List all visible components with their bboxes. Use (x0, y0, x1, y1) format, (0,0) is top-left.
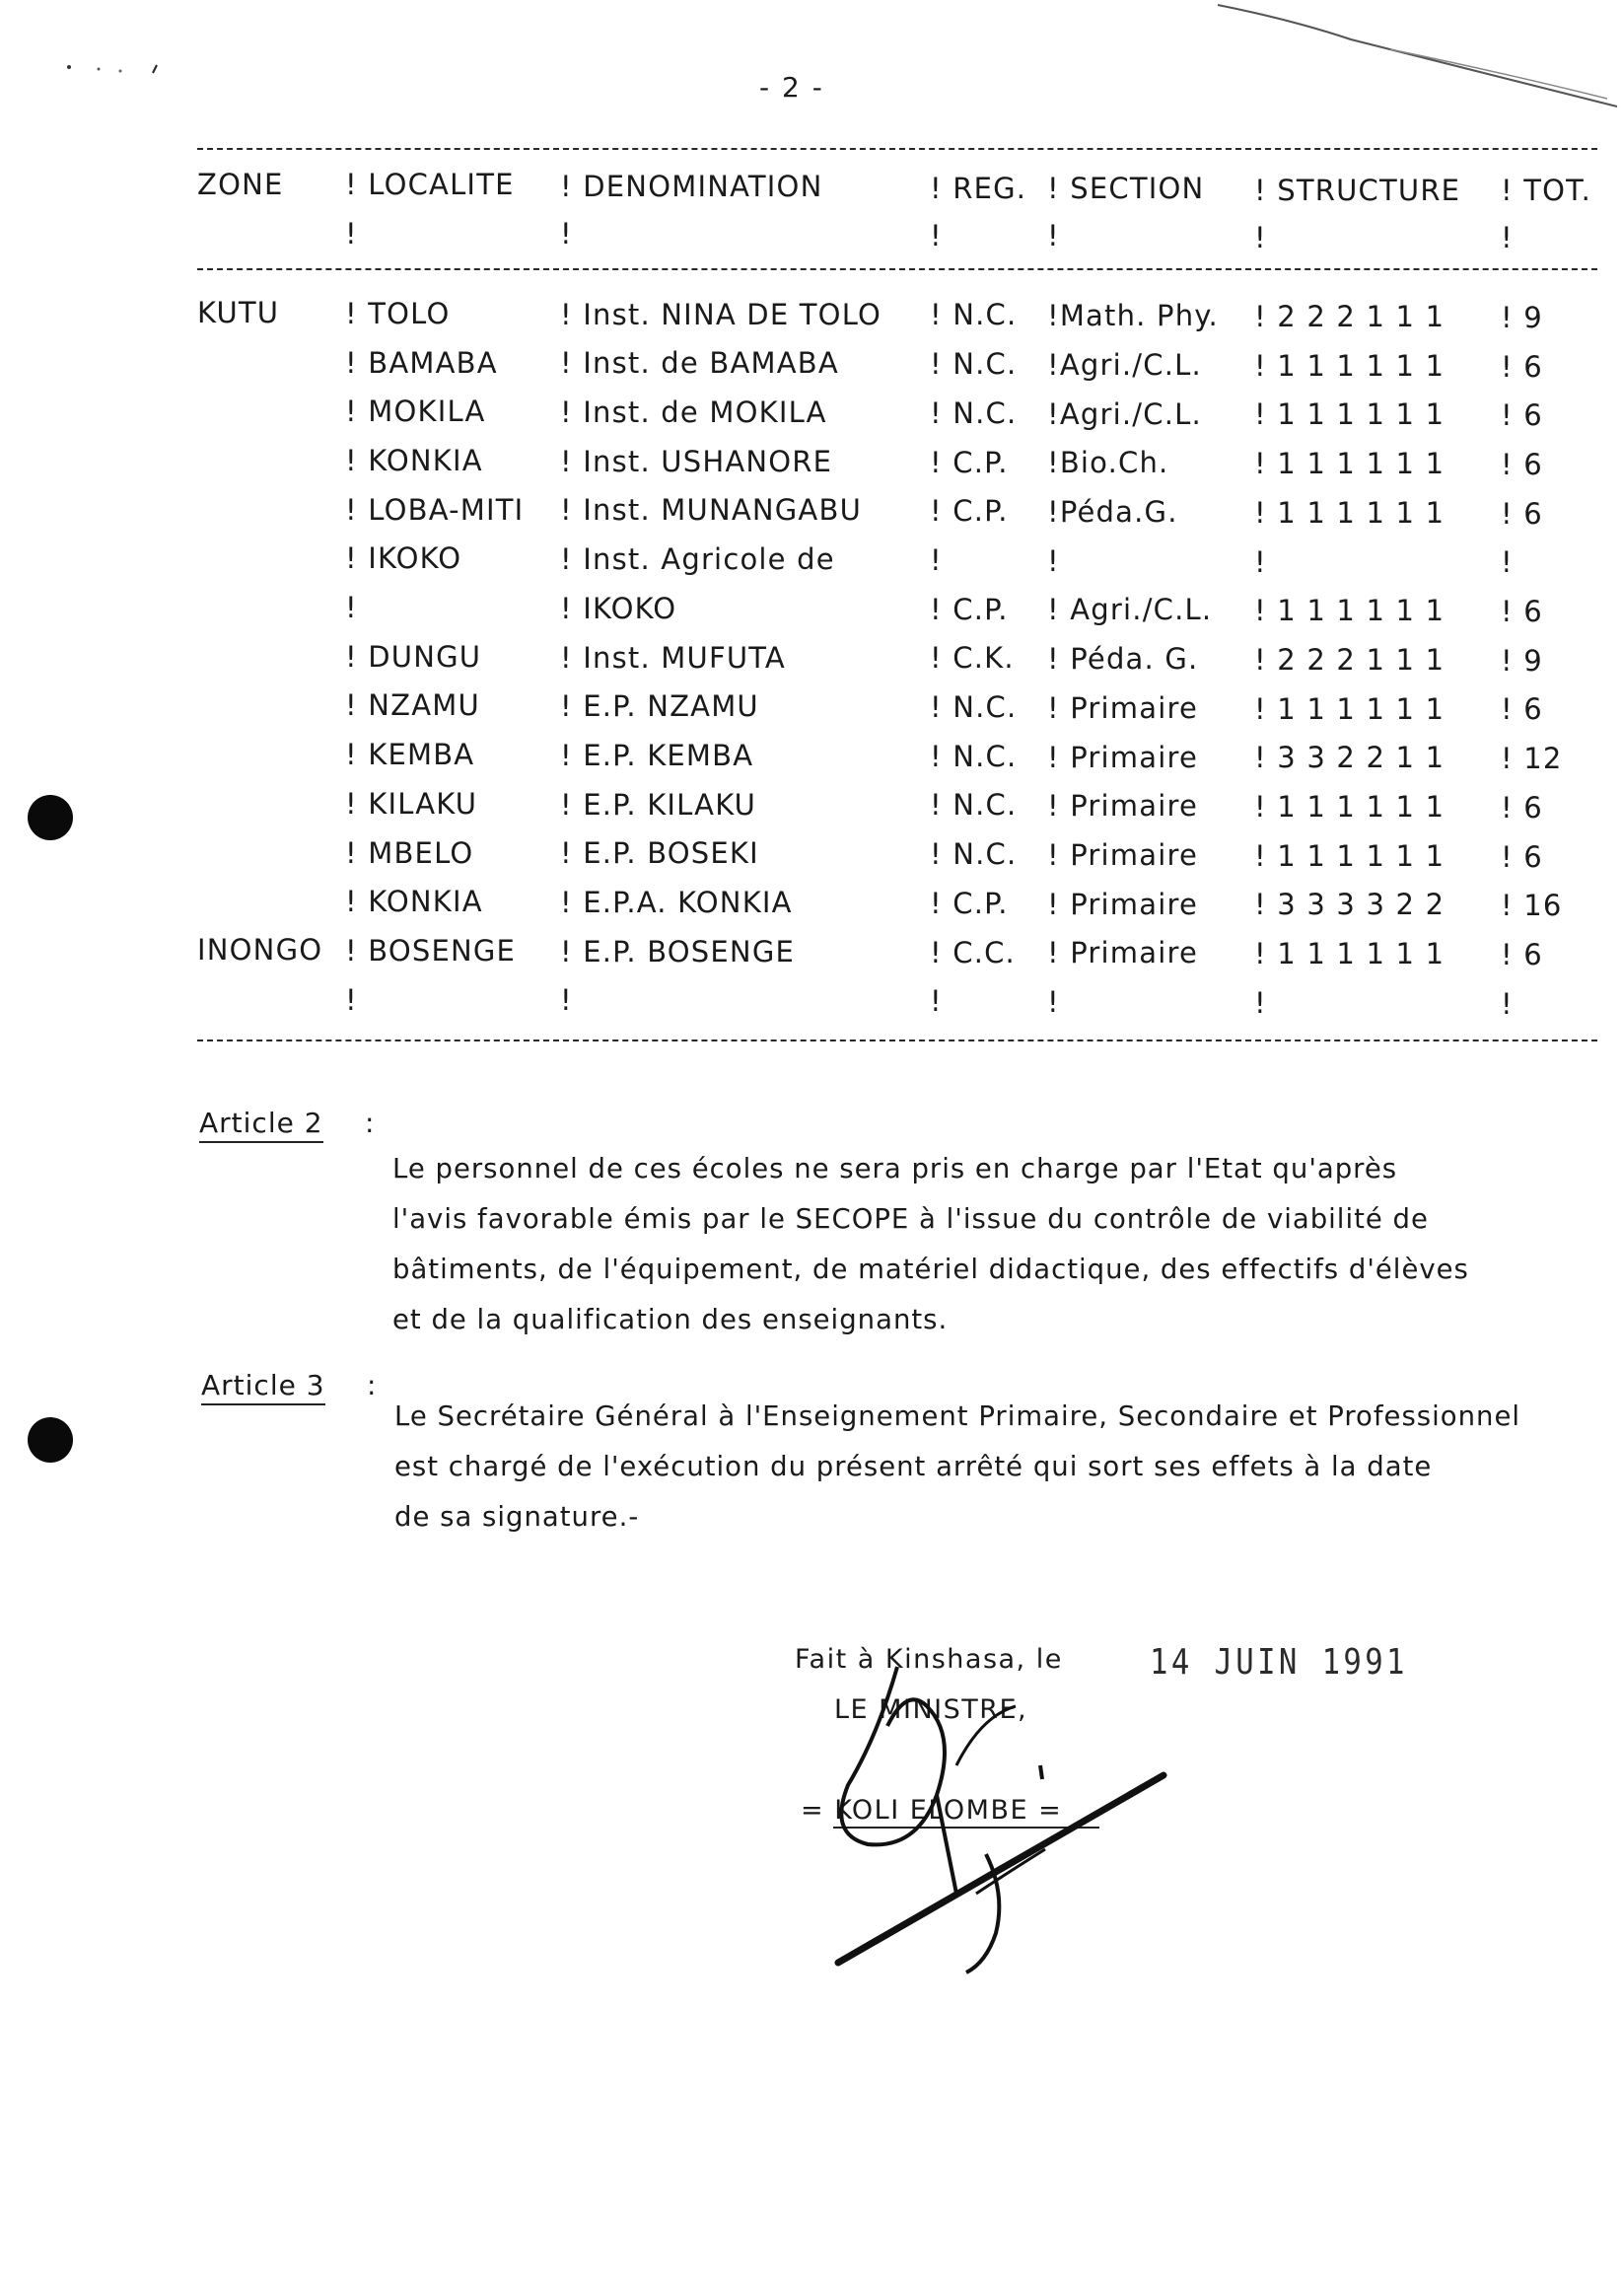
cell-section: !Agri./C.L. (1047, 397, 1202, 431)
cell-section: ! Agri./C.L. (1047, 593, 1213, 626)
cell-denomination: ! E.P. KEMBA (560, 739, 754, 772)
cell-denomination: ! Inst. de BAMABA (560, 346, 839, 380)
cell-reg: ! C.P. (930, 887, 1009, 920)
header-structure: ! STRUCTURE (1254, 174, 1461, 207)
header-mark: ! (1254, 221, 1267, 254)
table-top-rule (197, 148, 1597, 150)
cell-tot: ! 6 (1501, 350, 1543, 384)
cell-section: !Péda.G. (1047, 495, 1178, 529)
punch-hole-lower (28, 1417, 73, 1463)
cell-section: ! (1047, 544, 1060, 578)
cell-denomination: ! Inst. NINA DE TOLO (560, 298, 882, 331)
cell-reg: ! N.C. (930, 690, 1018, 724)
cell-localite: ! KONKIA (345, 885, 483, 918)
cell-reg: ! N.C. (930, 788, 1018, 822)
article-3-line: est chargé de l'exécution du présent arrêté qui sort ses effets à la date (394, 1451, 1433, 1482)
cell-tot: ! 6 (1501, 497, 1543, 531)
cell-structure: ! 1 1 1 1 1 1 (1254, 790, 1446, 824)
cell-denomination: ! Inst. USHANORE (560, 445, 833, 478)
cell-denomination: ! IKOKO (560, 592, 677, 625)
cell-denomination: ! Inst. Agricole de (560, 542, 835, 576)
cell-tot: ! 16 (1501, 889, 1563, 922)
cell-denomination: ! Inst. MUFUTA (560, 641, 786, 675)
cell-localite: ! BOSENGE (345, 934, 517, 968)
table-bottom-rule (197, 1040, 1597, 1041)
article-2-line: et de la qualification des enseignants. (392, 1304, 949, 1335)
cell-zone: KUTU (197, 296, 280, 329)
cell-reg: ! N.C. (930, 298, 1018, 331)
cell-structure: ! (1254, 545, 1267, 579)
cell-structure: ! 2 2 2 1 1 1 (1254, 643, 1446, 677)
cell-structure: ! 3 3 2 2 1 1 (1254, 741, 1446, 774)
cell-zone: INONGO (197, 933, 323, 967)
cell-tot: ! (1501, 545, 1514, 579)
cell-denomination: ! E.P. NZAMU (560, 689, 759, 723)
cell-reg: ! C.K. (930, 641, 1015, 675)
cell-reg: ! N.C. (930, 396, 1018, 430)
header-mark: ! (560, 217, 573, 251)
cell-reg: ! (930, 543, 943, 577)
cell-section: ! (1047, 985, 1060, 1019)
header-mark: ! (1501, 221, 1514, 254)
date-stamp: 14 JUIN 1991 (1150, 1642, 1408, 1683)
cell-tot: ! 6 (1501, 692, 1543, 726)
cell-reg: ! N.C. (930, 740, 1018, 773)
cell-tot: ! 9 (1501, 644, 1543, 678)
cell-section: !Math. Phy. (1047, 299, 1219, 332)
place-date-line: Fait à Kinshasa, le (795, 1644, 1063, 1675)
signatory-name: = KOLI ELOMBE = (801, 1795, 1063, 1826)
header-denomination: ! DENOMINATION (560, 170, 823, 203)
cell-localite: ! MOKILA (345, 395, 486, 428)
header-section: ! SECTION (1047, 172, 1205, 205)
article-3-line: Le Secrétaire Général à l'Enseignement Primaire, Secondaire et Professionnel (394, 1400, 1521, 1432)
article-2-label: Article 2 (199, 1107, 323, 1143)
table-header-rule (197, 268, 1597, 270)
header-mark: ! (930, 219, 943, 252)
cell-structure: ! 1 1 1 1 1 1 (1254, 496, 1446, 530)
cell-tot: ! 6 (1501, 448, 1543, 481)
cell-localite: ! LOBA-MITI (345, 493, 525, 527)
cell-section: ! Primaire (1047, 838, 1199, 872)
cell-section: ! Primaire (1047, 936, 1199, 969)
cell-reg: ! C.P. (930, 593, 1009, 626)
cell-structure: ! 1 1 1 1 1 1 (1254, 692, 1446, 726)
cell-denomination: ! E.P. BOSENGE (560, 935, 796, 969)
cell-tot: ! 6 (1501, 938, 1543, 971)
cell-tot: ! 6 (1501, 398, 1543, 432)
cell-localite: ! TOLO (345, 297, 451, 330)
cell-structure: ! 1 1 1 1 1 1 (1254, 349, 1446, 383)
cell-localite: ! DUNGU (345, 640, 482, 674)
cell-section: !Agri./C.L. (1047, 348, 1202, 382)
article-2-colon: : (365, 1107, 375, 1139)
cell-tot: ! 6 (1501, 595, 1543, 628)
article-2-line: l'avis favorable émis par le SECOPE à l'issue du contrôle de viabilité de (392, 1203, 1429, 1235)
signatory-title: LE MINISTRE, (834, 1694, 1028, 1725)
article-3-line: de sa signature.- (394, 1501, 640, 1533)
scan-streak-top-right (1213, 0, 1622, 118)
header-tot: ! TOT. (1501, 174, 1592, 207)
article-3-label: Article 3 (201, 1369, 325, 1405)
cell-structure: ! 2 2 2 1 1 1 (1254, 300, 1446, 333)
cell-section: ! Primaire (1047, 691, 1199, 725)
header-reg: ! REG. (930, 172, 1027, 205)
cell-tot: ! (1501, 987, 1514, 1021)
article-2-line: Le personnel de ces écoles ne sera pris en charge par l'Etat qu'après (392, 1153, 1398, 1184)
cell-section: ! Primaire (1047, 741, 1199, 774)
cell-structure: ! 1 1 1 1 1 1 (1254, 594, 1446, 627)
cell-section: !Bio.Ch. (1047, 446, 1169, 479)
header-mark: ! (345, 217, 358, 251)
article-2-line: bâtiments, de l'équipement, de matériel didactique, des effectifs d'élèves (392, 1254, 1469, 1285)
cell-denomination: ! E.P.A. KONKIA (560, 886, 793, 919)
article-3-text (394, 1392, 1597, 1543)
cell-denomination: ! (560, 983, 573, 1017)
header-zone: ZONE (197, 168, 284, 201)
cell-localite: ! KILAKU (345, 787, 478, 821)
cell-denomination: ! E.P. KILAKU (560, 788, 757, 822)
scan-specks-top-left (59, 59, 177, 89)
cell-localite: ! MBELO (345, 836, 474, 870)
cell-localite: ! KEMBA (345, 738, 475, 771)
cell-reg: ! N.C. (930, 347, 1018, 381)
cell-section: ! Primaire (1047, 888, 1199, 921)
cell-localite: ! KONKIA (345, 444, 483, 477)
cell-localite: ! IKOKO (345, 541, 462, 575)
page-number: - 2 - (759, 71, 824, 104)
cell-denomination: ! Inst. MUNANGABU (560, 493, 862, 527)
cell-structure: ! 1 1 1 1 1 1 (1254, 447, 1446, 480)
cell-tot: ! 6 (1501, 791, 1543, 825)
handwritten-signature (809, 1647, 1183, 1982)
cell-localite: ! (345, 591, 358, 624)
cell-structure: ! 3 3 3 3 2 2 (1254, 888, 1446, 921)
cell-structure: ! 1 1 1 1 1 1 (1254, 839, 1446, 873)
cell-denomination: ! Inst. de MOKILA (560, 395, 827, 429)
cell-reg: ! C.P. (930, 446, 1009, 479)
cell-localite: ! NZAMU (345, 688, 480, 722)
cell-denomination: ! E.P. BOSEKI (560, 836, 759, 870)
cell-section: ! Péda. G. (1047, 642, 1199, 676)
cell-reg: ! C.C. (930, 936, 1016, 969)
cell-structure: ! 1 1 1 1 1 1 (1254, 397, 1446, 431)
article-3-colon: : (367, 1369, 377, 1401)
cell-reg: ! N.C. (930, 837, 1018, 871)
header-mark: ! (1047, 219, 1060, 252)
article-2-text (392, 1144, 1576, 1345)
cell-structure: ! (1254, 986, 1267, 1020)
cell-section: ! Primaire (1047, 789, 1199, 823)
cell-reg: ! C.P. (930, 494, 1009, 528)
cell-structure: ! 1 1 1 1 1 1 (1254, 937, 1446, 970)
cell-tot: ! 6 (1501, 840, 1543, 874)
cell-tot: ! 12 (1501, 742, 1563, 775)
cell-reg: ! (930, 984, 943, 1018)
cell-localite: ! (345, 983, 358, 1017)
punch-hole-upper (28, 795, 73, 840)
header-localite: ! LOCALITE (345, 168, 515, 201)
cell-tot: ! 9 (1501, 301, 1543, 334)
cell-localite: ! BAMABA (345, 346, 498, 380)
